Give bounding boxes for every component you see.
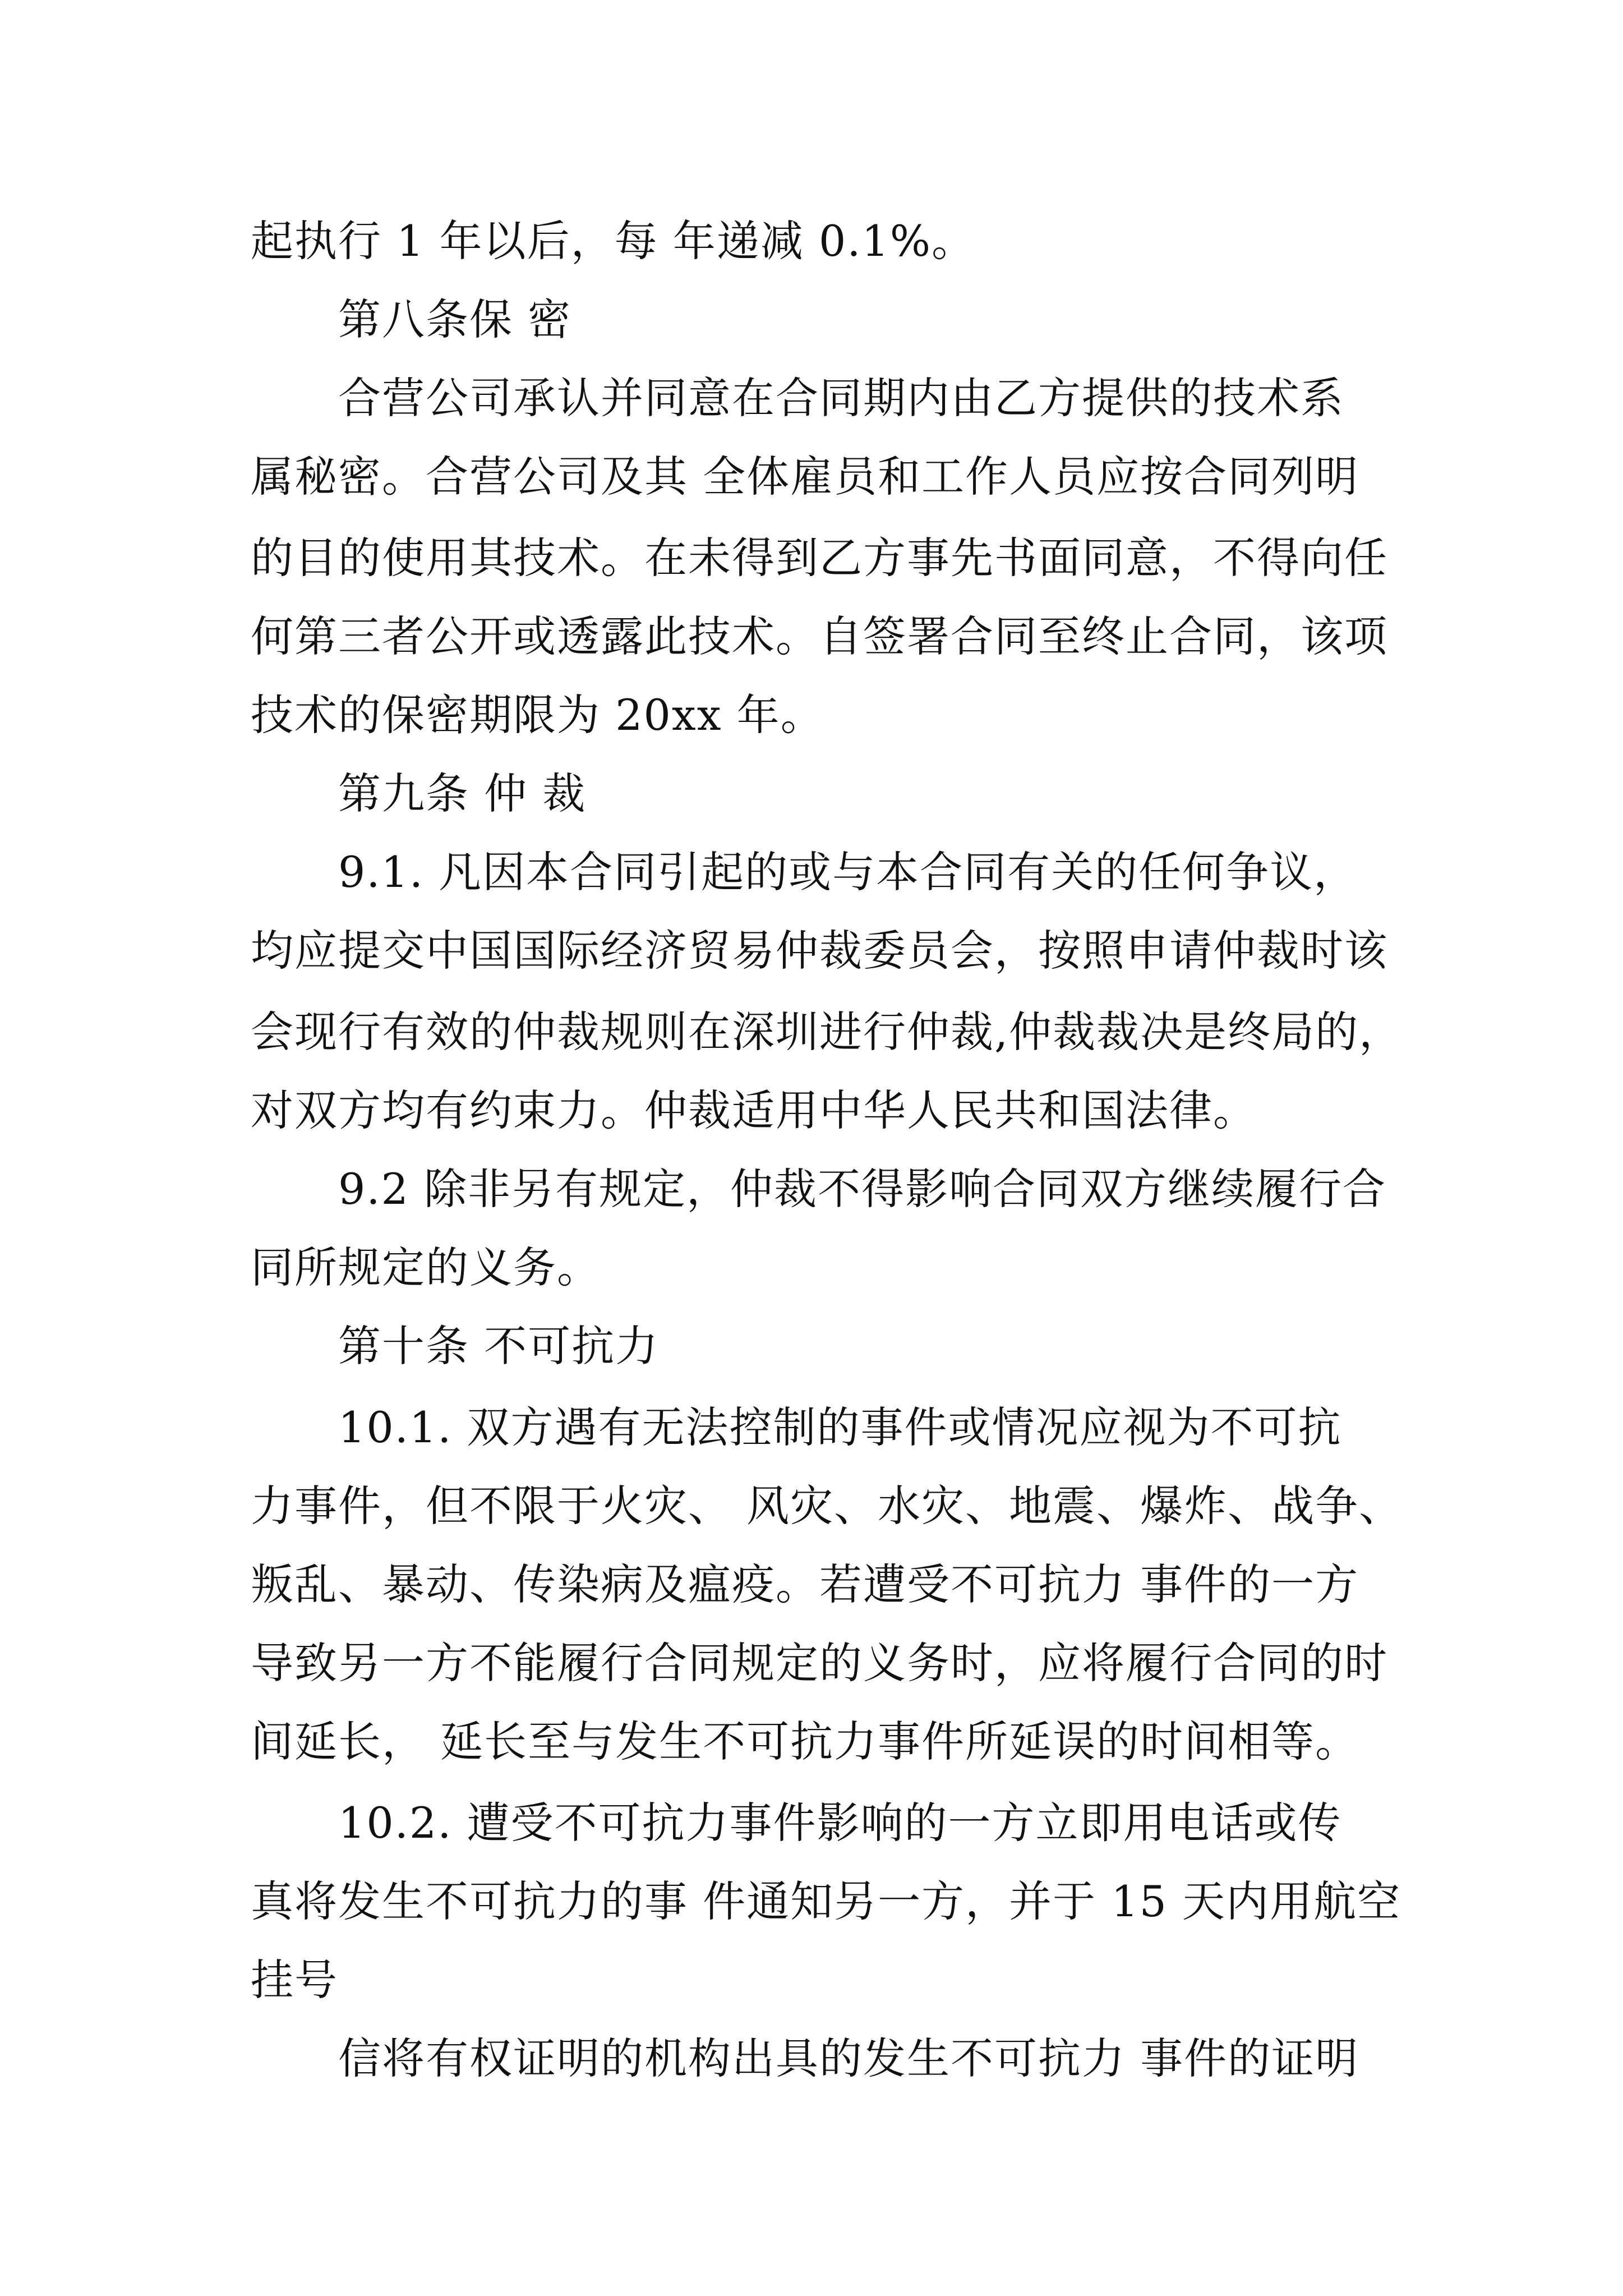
text-line: 起执行 1 年以后，每 年递减 0.1%。 (251, 216, 976, 266)
text-line: 何第三者公开或透露此技术。自签署合同至终止合同，该项 (251, 611, 1388, 661)
text-line: 叛乱、暴动、传染病及瘟疫。若遭受不可抗力 事件的一方 (251, 1559, 1359, 1609)
text-line: 力事件，但不限于火灾、 风灾、水灾、地震、爆炸、战争、 (251, 1481, 1403, 1531)
text-line: 会现行有效的仲裁规则在深圳进行仲裁,仲裁裁决是终局的， (251, 1007, 1403, 1057)
text-line: 间延长， 延长至与发生不可抗力事件所延误的时间相等。 (251, 1717, 1359, 1766)
text-line: 真将发生不可抗力的事 件通知另一方，并于 15 天内用航空 (251, 1876, 1401, 1926)
text-line: 的目的使用其技术。在未得到乙方事先书面同意，不得向任 (251, 533, 1388, 583)
text-line: 挂号 (251, 1955, 338, 2005)
text-line: 技术的保密期限为 20xx 年。 (251, 690, 824, 740)
text-line: 对双方均有约束力。仲裁适用中华人民共和国法律。 (251, 1085, 1257, 1135)
text-line: 同所规定的义务。 (251, 1243, 601, 1292)
text-line: 10.1. 双方遇有无法控制的事件或情况应视为不可抗 (338, 1402, 1342, 1452)
section-heading-arbitration: 第九条 仲 裁 (338, 769, 587, 818)
section-heading-force-majeure: 第十条 不可抗力 (338, 1321, 660, 1371)
text-line: 9.2 除非另有规定，仲裁不得影响合同双方继续履行合 (338, 1164, 1387, 1214)
text-line: 10.2. 遭受不可抗力事件影响的一方立即用电话或传 (338, 1798, 1342, 1848)
text-line: 均应提交中国国际经济贸易仲裁委员会，按照申请仲裁时该 (251, 926, 1388, 976)
text-line: 合营公司承认并同意在合同期内由乙方提供的技术系 (338, 373, 1344, 423)
text-line: 属秘密。合营公司及其 全体雇员和工作人员应按合同列明 (251, 452, 1359, 501)
text-line: 信将有权证明的机构出具的发生不可抗力 事件的证明 (338, 2033, 1359, 2083)
section-heading-confidentiality: 第八条保 密 (338, 295, 572, 344)
text-line: 导致另一方不能履行合同规定的义务时，应将履行合同的时 (251, 1638, 1388, 1688)
text-line: 9.1. 凡因本合同引起的或与本合同有关的任何争议， (338, 847, 1358, 897)
